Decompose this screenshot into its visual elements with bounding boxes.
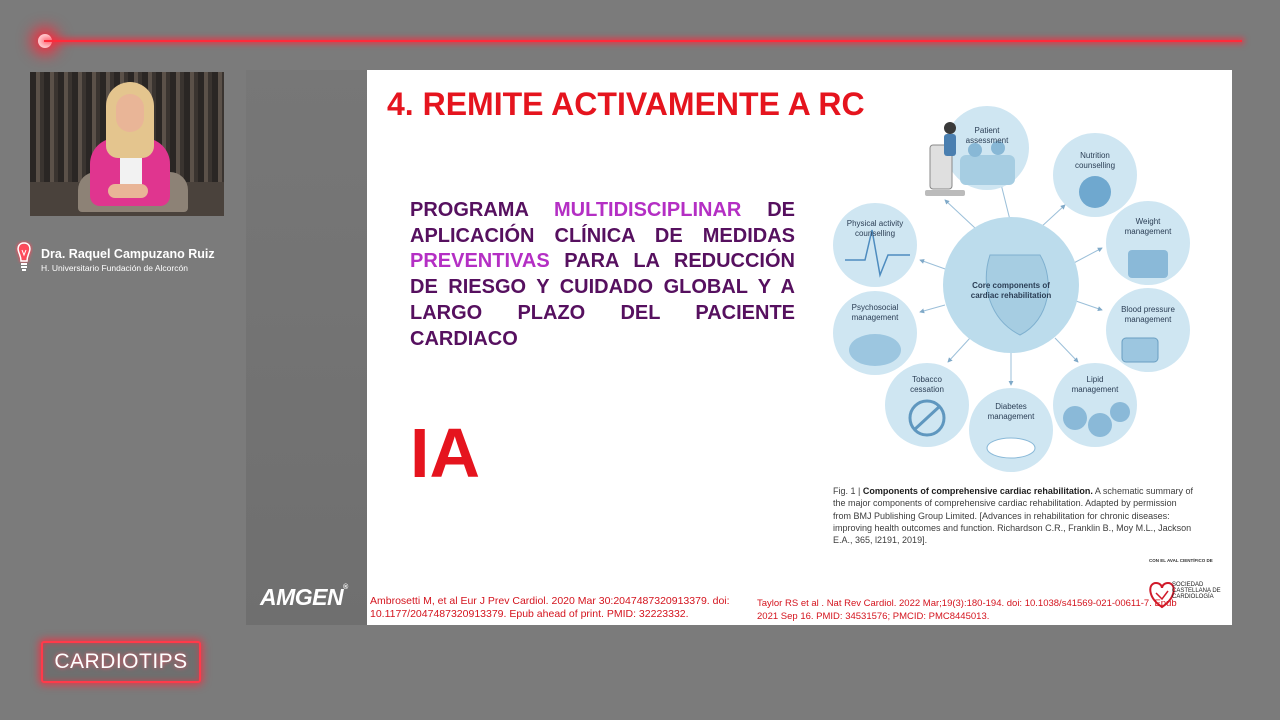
- svg-text:Blood pressure: Blood pressure: [1121, 305, 1175, 314]
- psychosocial-node: [833, 291, 917, 375]
- svg-text:management: management: [851, 313, 899, 322]
- speaker-affiliation: H. Universitario Fundación de Alcorcón: [41, 263, 188, 273]
- weight-management-node: [1106, 201, 1190, 285]
- svg-text:management: management: [1124, 227, 1172, 236]
- lightbulb-icon: [14, 240, 34, 276]
- svg-text:counselling: counselling: [1074, 161, 1116, 170]
- svg-text:counselling: counselling: [854, 229, 896, 238]
- svg-text:Diabetes: Diabetes: [995, 402, 1027, 411]
- presentation-slide: [367, 70, 1232, 625]
- svg-text:Psychosocial: Psychosocial: [851, 303, 899, 312]
- patient-assessment-node: [945, 106, 1029, 190]
- svg-text:Physical activity: Physical activity: [846, 219, 904, 228]
- svg-text:management: management: [987, 412, 1035, 421]
- blood-pressure-node: [1106, 288, 1190, 372]
- nutrition-counselling-node: [1053, 133, 1137, 217]
- endorsement-label: CON EL AVAL CIENTÍFICO DE: [1149, 558, 1213, 563]
- sponsor-logo: AMGEN®: [260, 584, 348, 610]
- speaker-name: Dra. Raquel Campuzano Ruiz: [41, 247, 215, 261]
- reference-left: Ambrosetti M, et al Eur J Prev Cardiol. 2020 Mar 30:2047487320913379. doi: 10.1177/2047487320913379. Epub ahead of print. PMID: 32223332.: [370, 595, 730, 620]
- svg-text:Lipid: Lipid: [1086, 375, 1104, 384]
- cardiac-rehab-diagram: [830, 100, 1200, 480]
- slide-title: 4. REMITE ACTIVAMENTE A RC: [387, 86, 865, 122]
- lipid-management-node: [1053, 363, 1137, 447]
- program-description: PROGRAMA MULTIDISCIPLINAR DE APLICACIÓN CLÍNICA DE MEDIDAS PREVENTIVAS PARA LA REDUCCIÓN DE RIESGO Y CUIDADO GLOBAL Y A LARGO PLAZO DEL PACIENTE CARDIACO: [410, 199, 796, 350]
- diabetes-management-node: [969, 388, 1053, 472]
- svg-text:cardiac rehabilitation: cardiac rehabilitation: [970, 291, 1052, 300]
- ia-label: IA: [410, 414, 480, 492]
- svg-text:management: management: [1071, 385, 1119, 394]
- svg-text:Tobacco: Tobacco: [912, 375, 942, 384]
- svg-text:Core components of: Core components of: [972, 281, 1050, 290]
- top-neon-line: [44, 40, 1242, 42]
- svg-text:Nutrition: Nutrition: [1080, 151, 1110, 160]
- core-components-node: [943, 217, 1079, 353]
- physical-activity-node: [833, 203, 917, 287]
- svg-text:cessation: cessation: [910, 385, 944, 394]
- svg-text:Weight: Weight: [1135, 217, 1161, 226]
- society-name: SOCIEDAD CASTELLANA DE CARDIOLOGÍA: [1172, 582, 1221, 601]
- reference-right: Taylor RS et al . Nat Rev Cardiol. 2022 Mar;19(3):180-194. doi: 10.1038/s41569-021-00611-7. Epub 2021 Sep 16. PMID: 34531576; PMCID: PMC8445013.: [757, 598, 1177, 622]
- svg-text:management: management: [1124, 315, 1172, 324]
- slide-margin: [246, 70, 367, 625]
- speaker-video: [30, 72, 224, 216]
- svg-text:Patient: Patient: [974, 126, 1000, 135]
- cardiotips-logo: CARDIOTIPS: [41, 641, 201, 683]
- figure-caption: Fig. 1 | Components of comprehensive cardiac rehabilitation. A schematic summary of the major components of comprehensive cardiac rehabilitation. Adapted by permission from BMJ Publishing Group Limited. [Advances in rehabilitation for chronic diseases: improving health outcomes and function. Richardson C.R., Franklin B., Moy M.L., Jackson E.A., 365, l2191, 2019].: [833, 486, 1193, 546]
- svg-text:assessment: assessment: [965, 136, 1009, 145]
- tobacco-cessation-node: [885, 363, 969, 447]
